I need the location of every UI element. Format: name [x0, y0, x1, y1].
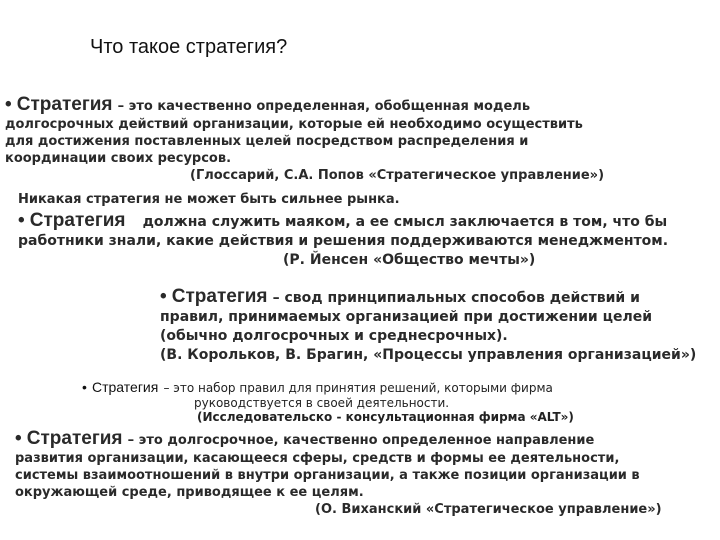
definition-1-line-2: долгосрочных действий организации, которые ей необходимо осуществить: [5, 117, 583, 132]
definition-4-line-1: – это набор правил для принятия решений, которыми фирма: [163, 381, 553, 395]
definition-5-line-1: – это долгосрочное, качественно определенное направление: [127, 433, 595, 448]
definition-3-first-line: [160, 286, 696, 308]
definition-3-term: Стратегия: [171, 286, 268, 307]
definition-2-term: Стратегия: [29, 210, 126, 231]
definition-1-line-3: для достижения поставленных целей посредством распределения и: [5, 134, 529, 149]
definition-2-line-2: работники знали, какие действия и решения поддерживаются менеджментом.: [18, 233, 669, 249]
definition-5-line-3: системы взаимоотношений в внутри организации, а также позиции организации в: [15, 468, 640, 483]
definition-4-source: (Исследовательско - консультационная фирма «ALT»): [197, 410, 574, 424]
definition-5-source: (О. Виханский «Стратегическое управление»): [315, 502, 662, 517]
definition-1-line-1: – это качественно определенная, обобщенная модель: [117, 99, 531, 114]
definition-4-first-line: [82, 377, 574, 396]
definition-5-term: Стратегия: [26, 428, 123, 449]
definition-5-first-line: [15, 428, 662, 450]
definition-4: [82, 377, 574, 424]
definition-3-bullet: •: [160, 286, 167, 307]
definition-1-line-4: координации своих ресурсов.: [5, 151, 232, 166]
definition-5-line-4: окружающей среде, приводящее к ее целям.: [15, 485, 364, 500]
definition-2-first-line: [18, 210, 668, 232]
definition-3-source: (В. Корольков, В. Брагин, «Процессы управления организацией»): [160, 347, 697, 363]
definition-2-source: (Р. Йенсен «Общество мечты»): [283, 252, 536, 268]
definition-1-first-line: [5, 94, 604, 116]
page-title: Что такое стратегия?: [90, 36, 288, 58]
definition-3-line-1: – свод принципиальных способов действий и: [272, 290, 640, 306]
definition-5-line-2: развития организации, касающееся сферы, средств и формы ее деятельности,: [15, 451, 620, 466]
definition-1-bullet: •: [5, 94, 12, 115]
definition-3-line-2: правил, принимаемых организацией при достижении целей: [160, 309, 653, 325]
definition-3: [160, 286, 696, 365]
definition-2-intro: Никакая стратегия не может быть сильнее рынка.: [18, 192, 400, 207]
definition-4-line-2: руководствуется в своей деятельности.: [194, 396, 450, 410]
definition-4-bullet: •: [82, 379, 87, 395]
definition-4-term: Стратегия: [92, 379, 159, 395]
definition-1-term: Стратегия: [16, 94, 113, 115]
definition-1-source: (Глоссарий, С.А. Попов «Стратегическое управление»): [190, 168, 605, 183]
definition-1: [5, 94, 604, 184]
definition-2-bullet: •: [18, 210, 25, 231]
definition-2: [18, 191, 668, 270]
definition-5: [15, 428, 662, 518]
definition-2-line-1: должна служить маяком, а ее смысл заключается в том, что бы: [142, 214, 668, 230]
definition-3-line-3: (обычно долгосрочных и среднесрочных).: [160, 328, 508, 344]
definition-5-bullet: •: [15, 428, 22, 449]
